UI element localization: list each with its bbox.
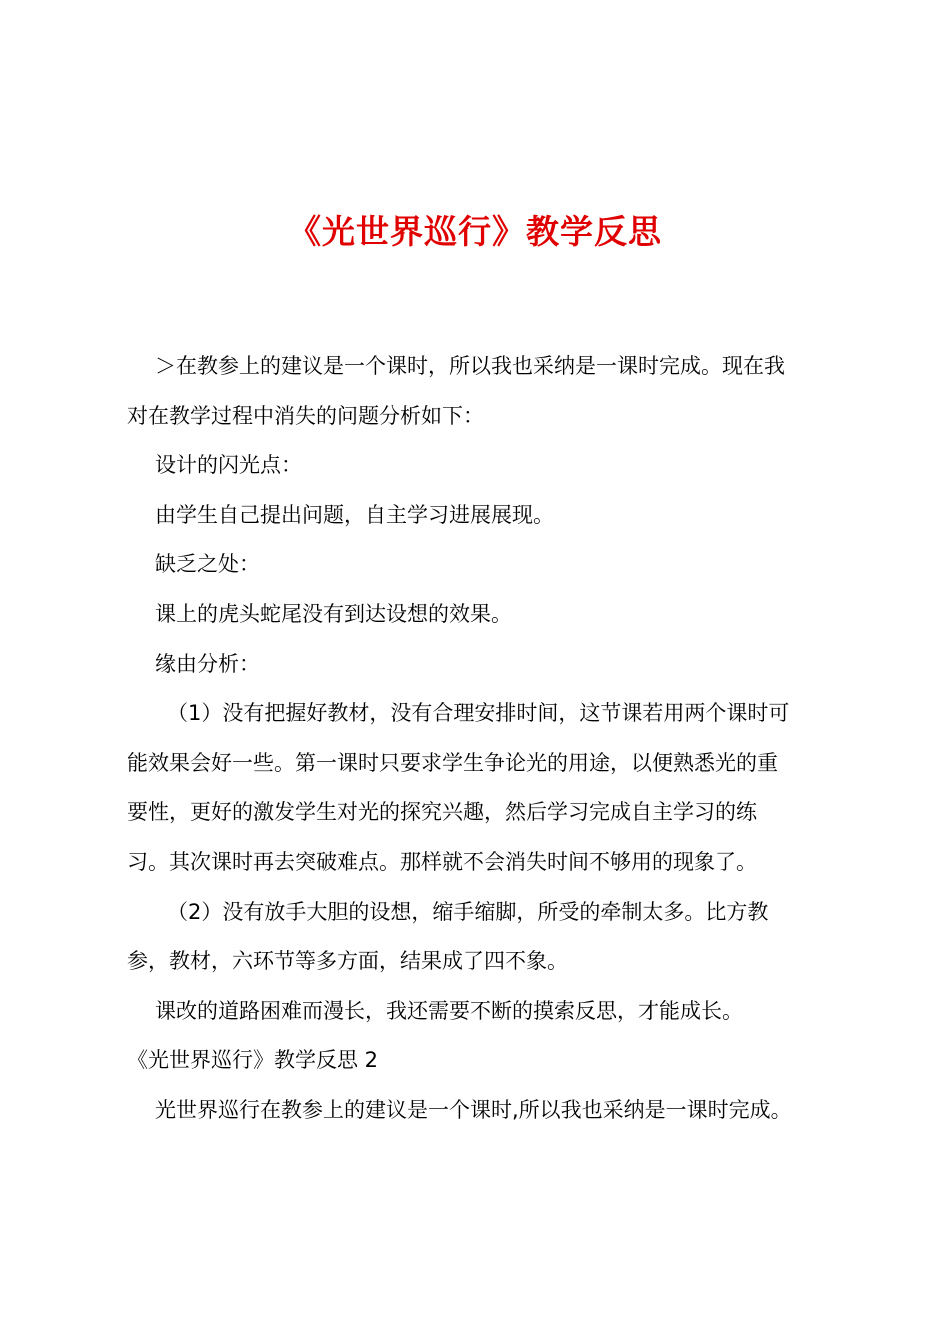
paragraph-line: ＞在教参上的建议是一个课时，所以我也采纳是一课时完成。现在我 [155,354,785,378]
paragraph-line: 对在教学过程中消失的问题分析如下： [127,403,484,428]
paragraph-line: 参，教材，六环节等多方面，结果成了四不象。 [127,949,568,974]
paragraph-line: 由学生自己提出问题，自主学习进展展现。 [155,502,554,527]
paragraph-line: 课上的虎头蛇尾没有到达设想的效果。 [155,601,512,626]
document-title: 《光世界巡行》教学反思 [288,212,662,251]
document-body [127,342,833,1136]
paragraph-line: 习。其次课时再去突破难点。那样就不会消失时间不够用的现象了。 [127,849,757,874]
paragraph-line: 光世界巡行在教参上的建议是一个课时,所以我也采纳是一课时完成。 [155,1097,792,1122]
section-heading: 《光世界巡行》教学反思 2 [127,1048,379,1073]
paragraph-line: 设计的闪光点： [155,453,302,478]
paragraph-line: 缺乏之处： [155,552,260,577]
paragraph-line: 课改的道路困难而漫长，我还需要不断的摸索反思，才能成长。 [155,998,743,1023]
paragraph-line: 缘由分析： [155,651,260,676]
paragraph-line: （2）没有放手大胆的设想，缩手缩脚，所受的牵制太多。比方教 [167,899,769,924]
paragraph-line: 能效果会好一些。第一课时只要求学生争论光的用途，以便熟悉光的重 [127,750,778,775]
paragraph-line: （1）没有把握好教材，没有合理安排时间，这节课若用两个课时可 [167,701,790,726]
paragraph-line: 要性，更好的激发学生对光的探究兴趣，然后学习完成自主学习的练 [127,800,757,825]
